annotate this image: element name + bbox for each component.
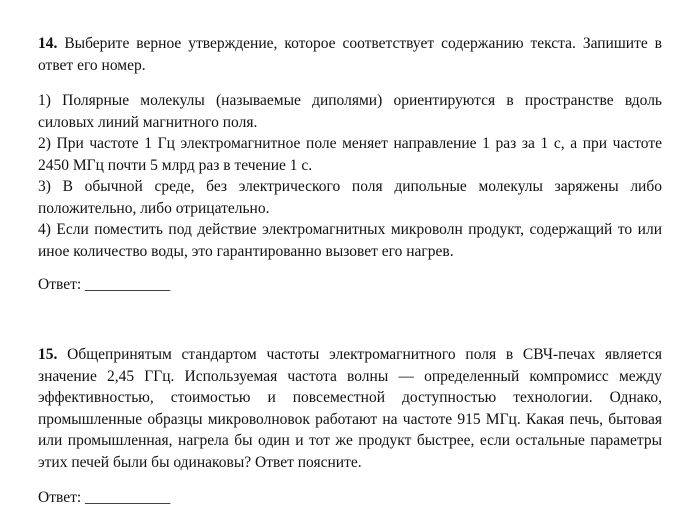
task-14-option-2: 2) При частоте 1 Гц электромагнитное поле меняет направление 1 раз за 1 с, а при частоте 2450 МГц почти 5 млрд раз в течение 1 с. [38,135,662,174]
task-14-option-4: 4) Если поместить под действие электромагнитных микроволн продукт, содержащий то или иное количество воды, это гарантированно вызовет его нагрев. [38,221,662,260]
task-14-text: Выберите верное утверждение, которое соответствует содержанию текста. Запишите в ответ его номер. [38,35,663,74]
task-14-prompt [38,33,662,76]
task-14-number: 14. [38,35,58,52]
task-14-option-1: 1) Полярные молекулы (называемые диполями) ориентируются в пространстве вдоль силовых линий магнитного поля. [38,92,662,131]
task-15-text: Общепринятым стандартом частоты электромагнитного поля в СВЧ-печах является значение 2,45 ГГц. Используемая частота волны — определенный компромисс между эффективностью, стоимостью и повсеместной доступностью технологии. Однако, промышленные образцы микроволновок работают на частоте 915 МГц. Какая печь, бытовая или промышленная, нагрела бы один и тот же продукт быстрее, если остальные параметры этих печей были бы одинаковы? Ответ поясните. [38,346,663,471]
task-15-prompt [38,344,662,473]
task-14-option-3: 3) В обычной среде, без электрического поля дипольные молекулы заряжены либо положительно, либо отрицательно. [38,178,662,217]
task-14-answer-line: Ответ: ___________ [38,276,171,293]
task-14-options [38,90,662,262]
task-15-number: 15. [38,346,58,363]
task-15-answer-line: Ответ: ___________ [38,489,171,506]
